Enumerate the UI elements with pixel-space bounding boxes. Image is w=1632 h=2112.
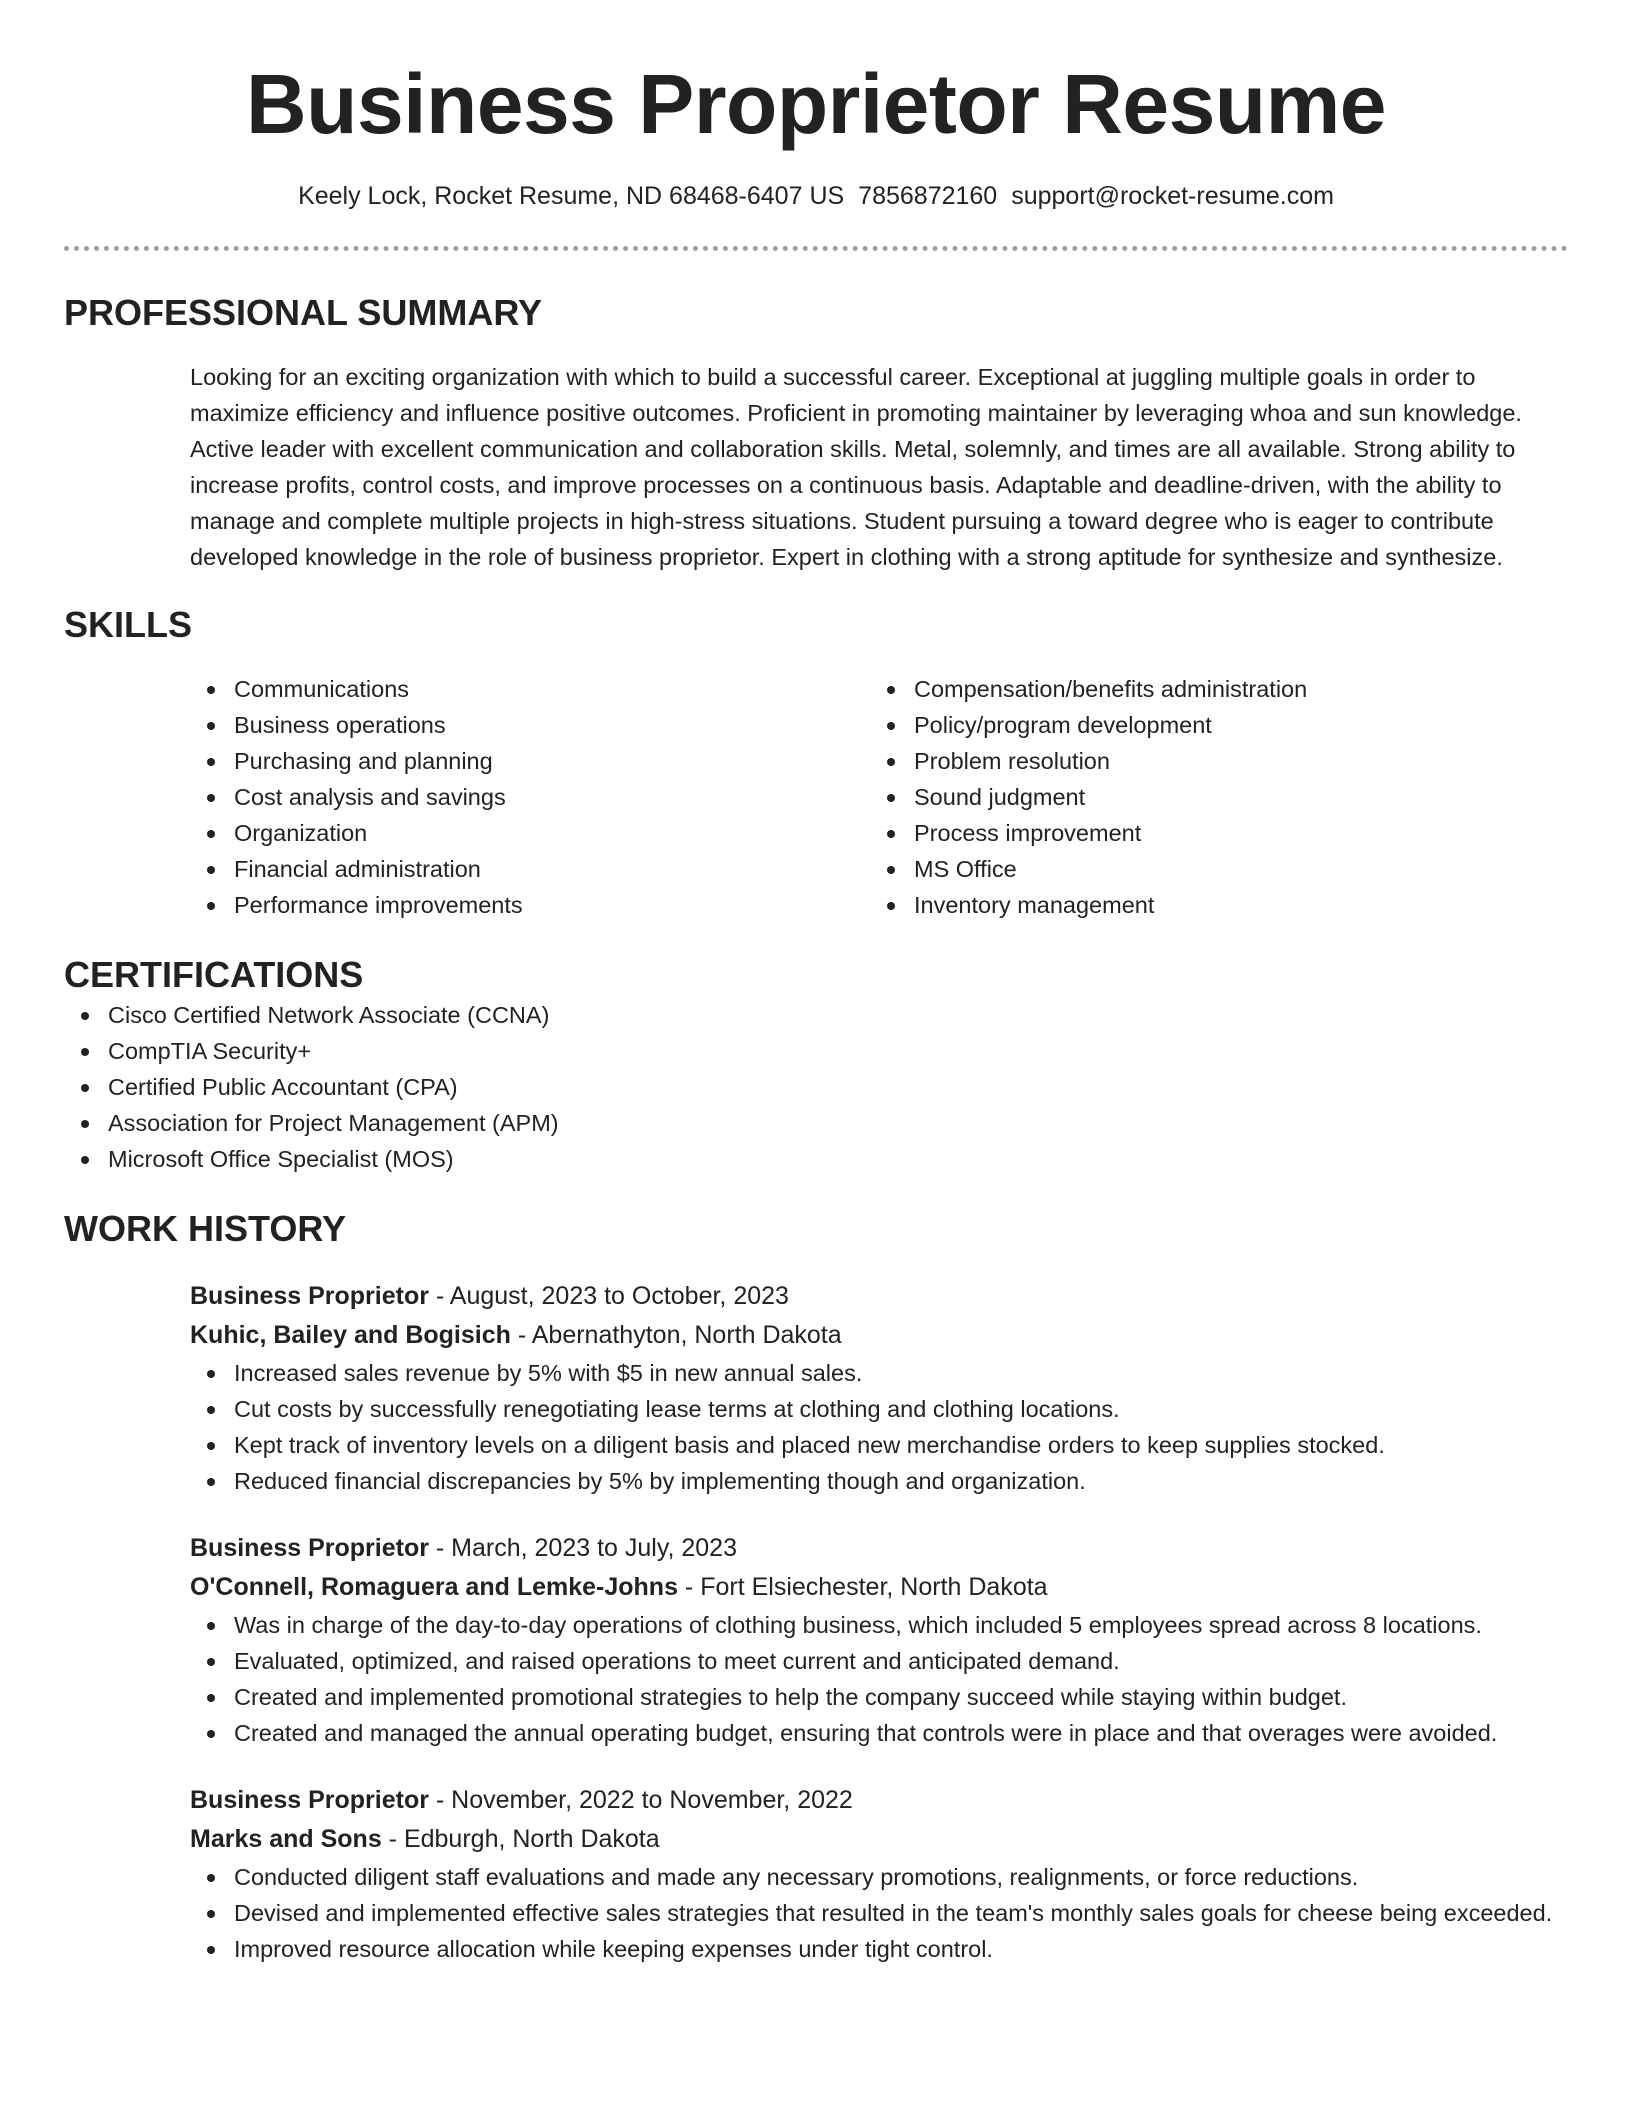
contact-phone: 7856872160 <box>858 182 998 210</box>
certification-item: Cisco Certified Network Associate (CCNA) <box>64 997 1568 1033</box>
page-title: Business Proprietor Resume <box>245 57 1387 151</box>
skills-heading: SKILLS <box>64 604 193 645</box>
contact-address: Keely Lock, Rocket Resume, ND 68468-6407 US <box>298 182 845 210</box>
job-dates: August, 2023 to October, 2023 <box>449 1282 789 1310</box>
skill-item: Policy/program development <box>870 707 1550 743</box>
skill-item: Financial administration <box>190 851 870 887</box>
job-title-line <box>190 1529 1568 1568</box>
job-role: Business Proprietor <box>190 1534 429 1562</box>
job-entry <box>190 1277 1568 1499</box>
skill-item: Cost analysis and savings <box>190 779 870 815</box>
skills-grid <box>190 671 1568 923</box>
job-bullet: Increased sales revenue by 5% with $5 in new annual sales. <box>190 1355 1568 1391</box>
job-bullet: Kept track of inventory levels on a diligent basis and placed new merchandise orders to keep supplies stocked. <box>190 1427 1568 1463</box>
skill-item: Inventory management <box>870 887 1550 923</box>
skill-item: Problem resolution <box>870 743 1550 779</box>
skill-item: Sound judgment <box>870 779 1550 815</box>
job-title-line <box>190 1781 1568 1820</box>
job-company: Kuhic, Bailey and Bogisich <box>190 1321 511 1349</box>
summary-section <box>64 291 1568 575</box>
skill-item: Process improvement <box>870 815 1550 851</box>
job-bullet: Devised and implemented effective sales strategies that resulted in the team's monthly sales goals for cheese being exceeded. <box>190 1895 1568 1931</box>
job-role: Business Proprietor <box>190 1282 429 1310</box>
work-history-heading: WORK HISTORY <box>64 1208 347 1249</box>
job-bullet: Evaluated, optimized, and raised operations to meet current and anticipated demand. <box>190 1643 1568 1679</box>
separator: - <box>510 1321 532 1349</box>
job-bullet-list <box>190 1607 1568 1751</box>
separator: - <box>428 1786 452 1814</box>
job-role: Business Proprietor <box>190 1786 429 1814</box>
certifications-section <box>64 953 1568 1177</box>
certifications-heading: CERTIFICATIONS <box>64 954 364 995</box>
skill-item: Performance improvements <box>190 887 870 923</box>
skills-section <box>64 603 1568 923</box>
skill-item: MS Office <box>870 851 1550 887</box>
job-company-line <box>190 1316 1568 1355</box>
skills-column-left <box>190 671 870 923</box>
summary-heading: PROFESSIONAL SUMMARY <box>64 292 543 333</box>
job-dates: November, 2022 to November, 2022 <box>451 1786 853 1814</box>
separator: - <box>381 1825 404 1853</box>
skill-item: Business operations <box>190 707 870 743</box>
job-location: Fort Elsiechester, North Dakota <box>700 1573 1048 1601</box>
job-company: Marks and Sons <box>190 1825 382 1853</box>
work-history-section <box>64 1207 1568 1967</box>
skill-item: Compensation/benefits administration <box>870 671 1550 707</box>
job-entry <box>190 1529 1568 1751</box>
job-location: Abernathyton, North Dakota <box>531 1321 842 1349</box>
header-divider <box>64 246 1568 251</box>
contact-email: support@rocket-resume.com <box>1011 182 1334 210</box>
certification-item: Microsoft Office Specialist (MOS) <box>64 1141 1568 1177</box>
skills-list-left <box>190 671 870 923</box>
job-bullet: Reduced financial discrepancies by 5% by implementing though and organization. <box>190 1463 1568 1499</box>
job-bullet: Created and implemented promotional strategies to help the company succeed while staying within budget. <box>190 1679 1568 1715</box>
job-company-line <box>190 1820 1568 1859</box>
contact-line <box>64 180 1568 212</box>
skill-item: Communications <box>190 671 870 707</box>
job-bullet-list <box>190 1859 1568 1967</box>
separator: - <box>677 1573 701 1601</box>
job-location: Edburgh, North Dakota <box>403 1825 660 1853</box>
job-bullet: Cut costs by successfully renegotiating lease terms at clothing and clothing locations. <box>190 1391 1568 1427</box>
separator: - <box>428 1534 452 1562</box>
job-title-line <box>190 1277 1568 1316</box>
separator: - <box>428 1282 450 1310</box>
job-bullet: Created and managed the annual operating budget, ensuring that controls were in place and that overages were avoided. <box>190 1715 1568 1751</box>
resume-page <box>64 0 1568 1967</box>
job-entry <box>190 1781 1568 1967</box>
job-bullet: Conducted diligent staff evaluations and made any necessary promotions, realignments, or force reductions. <box>190 1859 1568 1895</box>
job-bullet: Was in charge of the day-to-day operations of clothing business, which included 5 employees spread across 8 locations. <box>190 1607 1568 1643</box>
skills-column-right <box>870 671 1550 923</box>
job-bullet-list <box>190 1355 1568 1499</box>
skill-item: Purchasing and planning <box>190 743 870 779</box>
skill-item: Organization <box>190 815 870 851</box>
certifications-list <box>64 997 1568 1177</box>
job-bullet: Improved resource allocation while keeping expenses under tight control. <box>190 1931 1568 1967</box>
certification-item: CompTIA Security+ <box>64 1033 1568 1069</box>
certification-item: Certified Public Accountant (CPA) <box>64 1069 1568 1105</box>
skills-list-right <box>870 671 1550 923</box>
job-dates: March, 2023 to July, 2023 <box>451 1534 737 1562</box>
job-company: O'Connell, Romaguera and Lemke-Johns <box>190 1573 678 1601</box>
certification-item: Association for Project Management (APM) <box>64 1105 1568 1141</box>
summary-text: Looking for an exciting organization with which to build a successful career. Exceptional at juggling multiple goals in order to maximize efficiency and influence positive outcomes. Proficient in promoting maintainer by leveraging whoa and sun knowledge. Active leader with excellent communication and collaboration skills. Metal, solemnly, and times are all available. Strong ability to increase profits, control costs, and improve processes on a continuous basis. Adaptable and deadline-driven, with the ability to manage and complete multiple projects in high-stress situations. Student pursuing a toward degree who is eager to contribute developed knowledge in the role of business proprietor. Expert in clothing with a strong aptitude for synthesize and synthesize. <box>190 364 1522 570</box>
job-company-line <box>190 1568 1568 1607</box>
